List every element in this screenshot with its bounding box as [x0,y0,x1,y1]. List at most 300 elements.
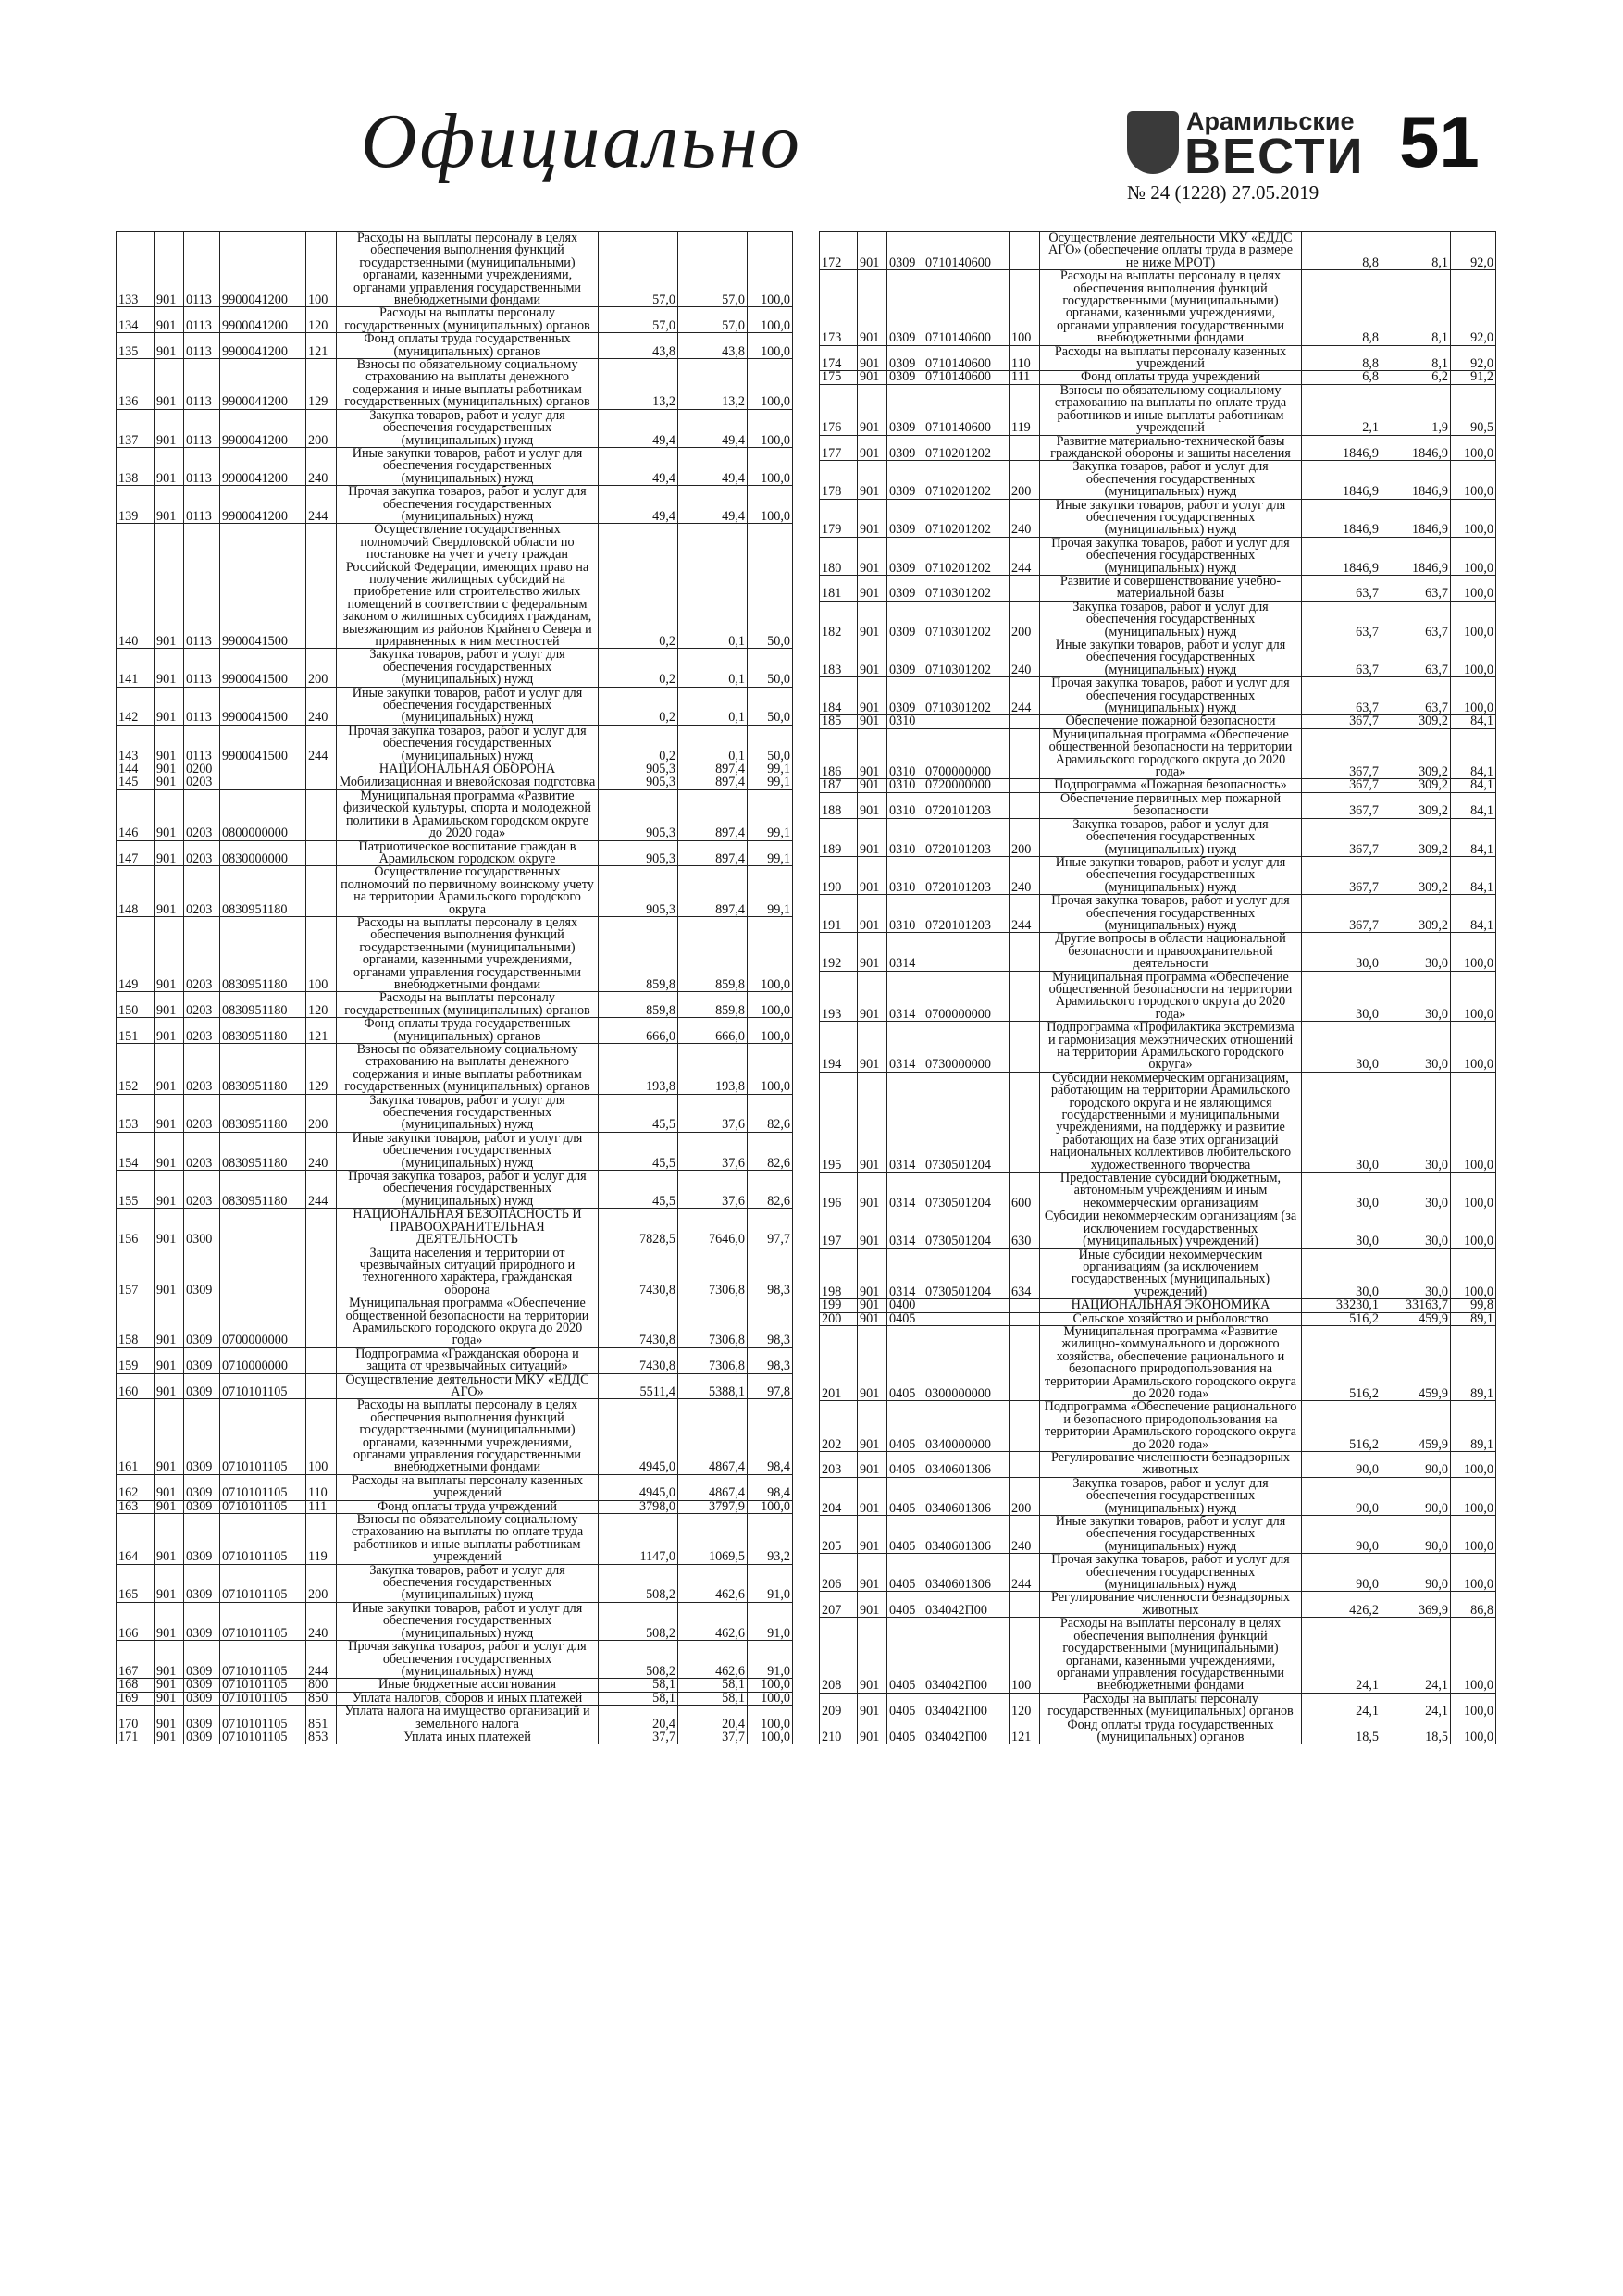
planned-amount: 43,8 [599,333,678,359]
section-code: 0309 [887,461,923,499]
ministry-code: 901 [155,333,184,359]
executed-amount: 309,2 [1381,728,1451,779]
execution-percent: 100,0 [748,1044,793,1095]
planned-amount: 30,0 [1302,1210,1381,1248]
row-number: 165 [117,1564,155,1602]
table-row [820,1618,1496,1693]
execution-percent: 100,0 [1451,1210,1496,1248]
execution-percent: 100,0 [748,409,793,447]
section-code: 0113 [184,359,220,410]
section-code: 0405 [887,1401,923,1452]
section-code: 0405 [887,1312,923,1325]
planned-amount: 63,7 [1302,575,1381,601]
section-code: 0203 [184,840,220,866]
ministry-code: 901 [155,1514,184,1565]
planned-amount: 57,0 [599,307,678,333]
row-number: 201 [820,1325,858,1400]
expense-type-code: 244 [1010,537,1040,575]
execution-percent: 100,0 [1451,1173,1496,1210]
ministry-code: 901 [155,763,184,776]
expense-type-code [1010,1401,1040,1452]
section-code: 0405 [887,1693,923,1719]
section-code: 0203 [184,1018,220,1044]
target-article-code [220,1209,306,1247]
execution-percent: 50,0 [748,524,793,649]
planned-amount: 33230,1 [1302,1299,1381,1312]
row-number: 208 [820,1618,858,1693]
planned-amount: 45,5 [599,1094,678,1132]
execution-percent: 99,8 [1451,1299,1496,1312]
expense-type-code: 110 [1010,345,1040,371]
target-article-code: 034042П00 [923,1592,1010,1618]
expense-type-code: 244 [306,725,337,763]
target-article-code: 0710101105 [220,1474,306,1500]
executed-amount: 897,4 [678,776,748,789]
planned-amount: 7430,8 [599,1347,678,1373]
execution-percent: 100,0 [1451,1022,1496,1073]
execution-percent: 100,0 [748,447,793,485]
expense-description: Прочая закупка товаров, работ и услуг для обеспечения государственных (муниципальных) нужд [337,1171,599,1209]
expense-description: Закупка товаров, работ и услуг для обеспечения государственных (муниципальных) нужд [1040,818,1302,856]
execution-percent: 98,4 [748,1474,793,1500]
expense-description: Подпрограмма «Профилактика экстремизма и гармонизация межэтнических отношений на территории Арамильского городского округа» [1040,1022,1302,1073]
expense-type-code: 121 [306,1018,337,1044]
executed-amount: 63,7 [1381,575,1451,601]
table-row [820,1592,1496,1618]
execution-percent: 100,0 [1451,1452,1496,1478]
planned-amount: 90,0 [1302,1516,1381,1554]
row-number: 153 [117,1094,155,1132]
row-number: 164 [117,1514,155,1565]
section-code: 0314 [887,1022,923,1073]
section-code: 0203 [184,789,220,840]
executed-amount: 5388,1 [678,1373,748,1399]
expense-description: Муниципальная программа «Обеспечение общественной безопасности на территории Арамильского городского округа до 2020 года» [1040,971,1302,1022]
planned-amount: 90,0 [1302,1452,1381,1478]
target-article-code [220,763,306,776]
expense-description: НАЦИОНАЛЬНАЯ БЕЗОПАСНОСТЬ И ПРАВООХРАНИТЕЛЬНАЯ ДЕЯТЕЛЬНОСТЬ [337,1209,599,1247]
row-number: 193 [820,971,858,1022]
expense-type-code: 630 [1010,1210,1040,1248]
expense-type-code [1010,728,1040,779]
table-row [820,1210,1496,1248]
table-row [117,866,793,917]
ministry-code: 901 [155,1602,184,1640]
ministry-code: 901 [858,779,887,792]
expense-description: Закупка товаров, работ и услуг для обеспечения государственных (муниципальных) нужд [1040,601,1302,639]
executed-amount: 49,4 [678,447,748,485]
executed-amount: 7646,0 [678,1209,748,1247]
target-article-code: 0720101203 [923,895,1010,933]
table-row [117,524,793,649]
executed-amount: 309,2 [1381,779,1451,792]
expense-type-code: 119 [306,1514,337,1565]
target-article-code: 9900041200 [220,409,306,447]
expense-type-code [1010,933,1040,971]
executed-amount: 459,9 [1381,1325,1451,1400]
target-article-code [923,715,1010,728]
section-code: 0309 [887,345,923,371]
ministry-code: 901 [858,1452,887,1478]
row-number: 139 [117,486,155,524]
expense-description: Муниципальная программа «Обеспечение общественной безопасности на территории Арамильского городского округа до 2020 года» [337,1297,599,1348]
execution-percent: 100,0 [1451,1477,1496,1515]
row-number: 189 [820,818,858,856]
executed-amount: 1846,9 [1381,537,1451,575]
ministry-code: 901 [858,639,887,677]
section-code: 0310 [887,792,923,818]
expense-type-code: 851 [306,1706,337,1731]
execution-percent: 100,0 [1451,435,1496,461]
execution-percent: 100,0 [748,1679,793,1692]
ministry-code: 901 [858,461,887,499]
section-code: 0309 [184,1731,220,1744]
table-row [117,1564,793,1602]
execution-percent: 92,0 [1451,232,1496,270]
table-row [820,232,1496,270]
section-code: 0203 [184,1044,220,1095]
section-code: 0310 [887,779,923,792]
planned-amount: 905,3 [599,763,678,776]
target-article-code: 0720101203 [923,856,1010,894]
section-code: 0113 [184,687,220,725]
executed-amount: 309,2 [1381,715,1451,728]
expense-description: Взносы по обязательному социальному страхованию на выплаты денежного содержания и иные выплаты работникам государственных (муниципальных) органов [337,359,599,410]
execution-percent: 50,0 [748,649,793,687]
expense-type-code [1010,1452,1040,1478]
target-article-code: 0710101105 [220,1514,306,1565]
executed-amount: 309,2 [1381,895,1451,933]
planned-amount: 8,8 [1302,345,1381,371]
expense-description: Расходы на выплаты персоналу казенных учреждений [337,1474,599,1500]
row-number: 146 [117,789,155,840]
ministry-code: 901 [858,384,887,435]
ministry-code: 901 [858,1592,887,1618]
expense-type-code [1010,1592,1040,1618]
expense-type-code: 244 [306,486,337,524]
expense-type-code: 240 [306,1132,337,1170]
ministry-code: 901 [155,992,184,1018]
executed-amount: 90,0 [1381,1554,1451,1592]
ministry-code: 901 [858,818,887,856]
table-row [117,1731,793,1744]
target-article-code: 0710101105 [220,1706,306,1731]
table-row [117,1247,793,1297]
expense-type-code: 100 [306,232,337,307]
executed-amount: 30,0 [1381,971,1451,1022]
expense-type-code: 240 [306,447,337,485]
ministry-code: 901 [858,1210,887,1248]
ministry-code: 901 [858,1072,887,1172]
planned-amount: 58,1 [599,1679,678,1692]
row-number: 207 [820,1592,858,1618]
row-number: 176 [820,384,858,435]
execution-percent: 92,0 [1451,270,1496,345]
ministry-code: 901 [155,1171,184,1209]
expense-type-code: 120 [306,992,337,1018]
target-article-code: 0830951180 [220,1044,306,1095]
row-number: 154 [117,1132,155,1170]
row-number: 188 [820,792,858,818]
executed-amount: 0,1 [678,725,748,763]
executed-amount: 30,0 [1381,1173,1451,1210]
expense-description: Уплата налога на имущество организаций и земельного налога [337,1706,599,1731]
ministry-code: 901 [858,1693,887,1719]
expense-description: Иные закупки товаров, работ и услуг для обеспечения государственных (муниципальных) нужд [337,687,599,725]
executed-amount: 309,2 [1381,818,1451,856]
executed-amount: 13,2 [678,359,748,410]
execution-percent: 100,0 [748,1018,793,1044]
target-article-code: 0340000000 [923,1401,1010,1452]
planned-amount: 6,8 [1302,371,1381,384]
executed-amount: 1846,9 [1381,461,1451,499]
section-code: 0314 [887,1210,923,1248]
expense-description: Осуществление государственных полномочий по первичному воинскому учету на территории Арамильского городского округа [337,866,599,917]
planned-amount: 367,7 [1302,779,1381,792]
expense-type-code [1010,232,1040,270]
table-row [117,1514,793,1565]
planned-amount: 7430,8 [599,1297,678,1348]
row-number: 186 [820,728,858,779]
expense-description: Осуществление деятельности МКУ «ЕДДС АГО» (обеспечение оплаты труда в размере не ниже МРОТ) [1040,232,1302,270]
executed-amount: 193,8 [678,1044,748,1095]
row-number: 209 [820,1693,858,1719]
section-code: 0300 [184,1209,220,1247]
planned-amount: 58,1 [599,1692,678,1705]
row-number: 169 [117,1692,155,1705]
executed-amount: 4867,4 [678,1399,748,1474]
table-row [820,728,1496,779]
planned-amount: 90,0 [1302,1554,1381,1592]
target-article-code: 9900041200 [220,333,306,359]
section-code: 0309 [887,384,923,435]
target-article-code: 0340601306 [923,1554,1010,1592]
expense-type-code: 200 [1010,461,1040,499]
expense-type-code [1010,1325,1040,1400]
planned-amount: 49,4 [599,409,678,447]
planned-amount: 367,7 [1302,792,1381,818]
ministry-code: 901 [858,728,887,779]
ministry-code: 901 [858,895,887,933]
table-row [117,1209,793,1247]
row-number: 195 [820,1072,858,1172]
row-number: 142 [117,687,155,725]
table-row [117,992,793,1018]
table-row [820,933,1496,971]
expense-description: Защита населения и территории от чрезвычайных ситуаций природного и техногенного характера, гражданская оборона [337,1247,599,1297]
table-row [820,1248,1496,1299]
expense-description: Закупка товаров, работ и услуг для обеспечения государственных (муниципальных) нужд [337,1564,599,1602]
execution-percent: 89,1 [1451,1401,1496,1452]
planned-amount: 516,2 [1302,1312,1381,1325]
target-article-code: 0730501204 [923,1173,1010,1210]
expense-type-code: 240 [306,1602,337,1640]
expense-description: Иные закупки товаров, работ и услуг для обеспечения государственных (муниципальных) нужд [337,447,599,485]
expense-description: Патриотическое воспитание граждан в Арамильском городском округе [337,840,599,866]
planned-amount: 45,5 [599,1132,678,1170]
executed-amount: 90,0 [1381,1477,1451,1515]
table-row [820,971,1496,1022]
execution-percent: 84,1 [1451,818,1496,856]
target-article-code: 9900041200 [220,359,306,410]
logo-main-text: ВЕСТИ [1184,129,1365,184]
executed-amount: 0,1 [678,649,748,687]
execution-percent: 97,8 [748,1373,793,1399]
expense-type-code [306,1373,337,1399]
section-code: 0309 [887,270,923,345]
section-code: 0309 [887,601,923,639]
expense-type-code: 634 [1010,1248,1040,1299]
expense-description: Подпрограмма «Гражданская оборона и защита от чрезвычайных ситуаций» [337,1347,599,1373]
planned-amount: 30,0 [1302,971,1381,1022]
row-number: 150 [117,992,155,1018]
execution-percent: 99,1 [748,763,793,776]
section-code: 0200 [184,763,220,776]
budget-table-right-column [819,231,1495,1744]
execution-percent: 97,7 [748,1209,793,1247]
ministry-code: 901 [155,687,184,725]
expense-type-code: 800 [306,1679,337,1692]
row-number: 199 [820,1299,858,1312]
expense-type-code [306,1209,337,1247]
executed-amount: 58,1 [678,1679,748,1692]
target-article-code [220,776,306,789]
planned-amount: 4945,0 [599,1474,678,1500]
executed-amount: 459,9 [1381,1312,1451,1325]
execution-percent: 93,2 [748,1514,793,1565]
executed-amount: 37,6 [678,1094,748,1132]
execution-percent: 84,1 [1451,792,1496,818]
section-code: 0405 [887,1618,923,1693]
expense-description: Иные закупки товаров, работ и услуг для обеспечения государственных (муниципальных) нужд [1040,639,1302,677]
ministry-code: 901 [858,1173,887,1210]
expense-description: Фонд оплаты труда государственных (муниципальных) органов [337,1018,599,1044]
ministry-code: 901 [858,1554,887,1592]
ministry-code: 901 [858,270,887,345]
planned-amount: 1846,9 [1302,499,1381,537]
ministry-code: 901 [155,232,184,307]
expense-type-code [1010,435,1040,461]
expense-description: Расходы на выплаты персоналу в целях обеспечения выполнения функций государственными (муниципальными) органами, казенными учреждениями, органами управления государственными внебюджетными фондами [337,232,599,307]
expense-description: НАЦИОНАЛЬНАЯ ЭКОНОМИКА [1040,1299,1302,1312]
expense-description: Прочая закупка товаров, работ и услуг для обеспечения государственных (муниципальных) нужд [337,725,599,763]
section-code: 0309 [184,1692,220,1705]
executed-amount: 897,4 [678,763,748,776]
expense-description: Иные субсидии некоммерческим организациям (за исключением государственных (муниципальных) учреждений) [1040,1248,1302,1299]
target-article-code: 0710101105 [220,1641,306,1679]
target-article-code: 0340601306 [923,1477,1010,1515]
planned-amount: 30,0 [1302,1022,1381,1073]
execution-percent: 100,0 [1451,971,1496,1022]
expense-description: Регулирование численности безнадзорных животных [1040,1592,1302,1618]
execution-percent: 99,1 [748,789,793,840]
planned-amount: 859,8 [599,916,678,991]
section-code: 0310 [887,856,923,894]
execution-percent: 100,0 [748,232,793,307]
expense-type-code: 129 [306,1044,337,1095]
ministry-code: 901 [155,1132,184,1170]
section-code: 0203 [184,916,220,991]
target-article-code: 9900041200 [220,232,306,307]
row-number: 178 [820,461,858,499]
ministry-code: 901 [155,649,184,687]
planned-amount: 4945,0 [599,1399,678,1474]
expense-description: Расходы на выплаты персоналу в целях обеспечения выполнения функций государственными (муниципальными) органами, казенными учреждениями, органами управления государственными внебюджетными фондами [1040,270,1302,345]
expense-type-code [306,1297,337,1348]
executed-amount: 58,1 [678,1692,748,1705]
expense-type-code: 200 [306,1094,337,1132]
row-number: 172 [820,232,858,270]
expense-type-code [1010,1072,1040,1172]
executed-amount: 8,1 [1381,232,1451,270]
section-code: 0310 [887,818,923,856]
section-code: 0113 [184,447,220,485]
execution-percent: 100,0 [748,307,793,333]
expense-type-code: 100 [1010,270,1040,345]
table-row [820,499,1496,537]
planned-amount: 0,2 [599,725,678,763]
row-number: 166 [117,1602,155,1640]
execution-percent: 100,0 [748,486,793,524]
target-article-code: 9900041500 [220,649,306,687]
ministry-code: 901 [155,1018,184,1044]
execution-percent: 100,0 [1451,1248,1496,1299]
row-number: 194 [820,1022,858,1073]
planned-amount: 666,0 [599,1018,678,1044]
executed-amount: 33163,7 [1381,1299,1451,1312]
table-row [820,270,1496,345]
planned-amount: 90,0 [1302,1477,1381,1515]
section-code: 0309 [887,499,923,537]
ministry-code: 901 [858,1618,887,1693]
ministry-code: 901 [155,725,184,763]
expense-type-code [306,840,337,866]
target-article-code: 0700000000 [220,1297,306,1348]
table-row [820,435,1496,461]
row-number: 180 [820,537,858,575]
planned-amount: 45,5 [599,1171,678,1209]
section-code: 0310 [887,728,923,779]
table-row [117,1132,793,1170]
ministry-code: 901 [155,1564,184,1602]
ministry-code: 901 [858,1401,887,1452]
ministry-code: 901 [858,537,887,575]
row-number: 171 [117,1731,155,1744]
target-article-code: 0710201202 [923,499,1010,537]
section-code: 0203 [184,1094,220,1132]
ministry-code: 901 [155,1247,184,1297]
planned-amount: 1846,9 [1302,461,1381,499]
execution-percent: 100,0 [1451,499,1496,537]
section-code: 0405 [887,1452,923,1478]
target-article-code: 0710101105 [220,1399,306,1474]
ministry-code: 901 [155,1706,184,1731]
table-row [820,384,1496,435]
expense-type-code: 200 [306,1564,337,1602]
ministry-code: 901 [858,1022,887,1073]
planned-amount: 905,3 [599,789,678,840]
row-number: 147 [117,840,155,866]
target-article-code: 0710000000 [220,1347,306,1373]
table-row [820,1554,1496,1592]
execution-percent: 91,2 [1451,371,1496,384]
execution-percent: 98,3 [748,1347,793,1373]
budget-table-left [116,231,793,1744]
expense-type-code: 111 [1010,371,1040,384]
table-row [117,486,793,524]
executed-amount: 49,4 [678,409,748,447]
expense-type-code: 200 [306,649,337,687]
